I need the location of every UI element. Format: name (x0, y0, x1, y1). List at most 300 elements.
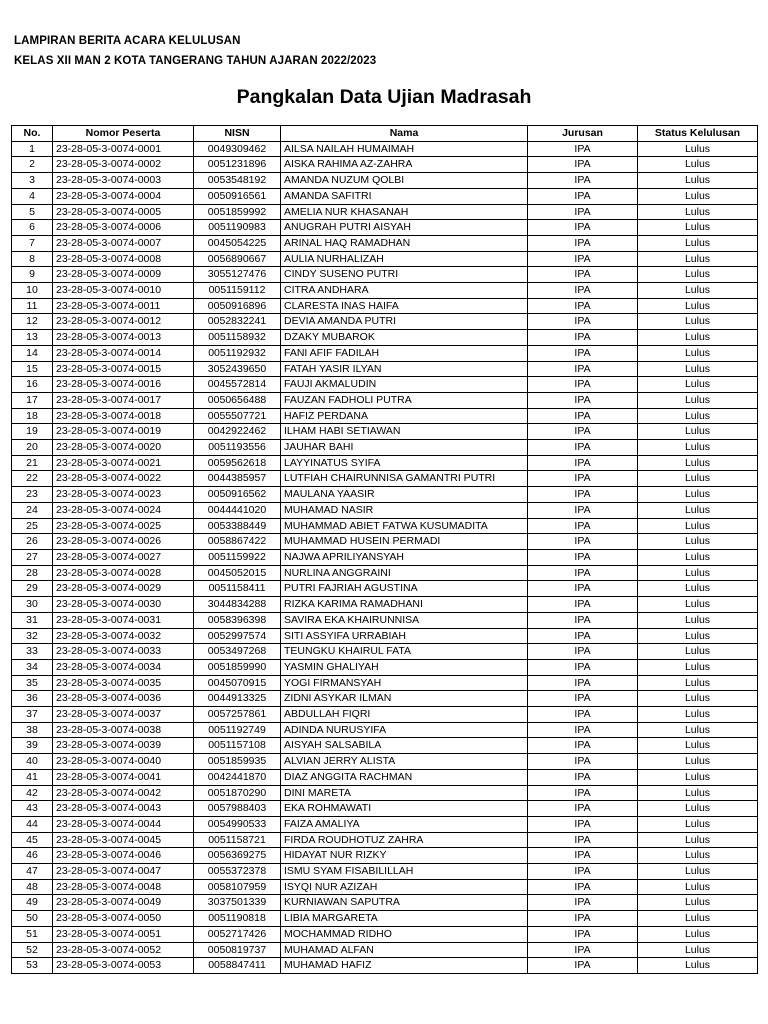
row-number: 20 (12, 440, 53, 456)
nomor-peserta-cell: 23-28-05-3-0074-0015 (53, 361, 194, 377)
table-row (12, 330, 758, 346)
nama-cell: FAIZA AMALIYA (281, 816, 528, 832)
row-number: 49 (12, 895, 53, 911)
nama-cell: CITRA ANDHARA (281, 283, 528, 299)
nama-cell: AISYAH SALSABILA (281, 738, 528, 754)
nama-cell: DIAZ ANGGITA RACHMAN (281, 769, 528, 785)
nisn-cell: 0045572814 (194, 377, 281, 393)
jurusan-cell: IPA (528, 408, 638, 424)
table-row (12, 440, 758, 456)
row-number: 39 (12, 738, 53, 754)
table-row (12, 612, 758, 628)
nama-cell: MOCHAMMAD RIDHO (281, 926, 528, 942)
table-row (12, 565, 758, 581)
row-number: 11 (12, 298, 53, 314)
table-row (12, 502, 758, 518)
row-number: 19 (12, 424, 53, 440)
status-cell: Lulus (638, 141, 758, 157)
nama-cell: NURLINA ANGGRAINI (281, 565, 528, 581)
nisn-cell: 0052832241 (194, 314, 281, 330)
nomor-peserta-cell: 23-28-05-3-0074-0012 (53, 314, 194, 330)
status-cell: Lulus (638, 895, 758, 911)
status-cell: Lulus (638, 157, 758, 173)
table-row (12, 204, 758, 220)
nomor-peserta-cell: 23-28-05-3-0074-0014 (53, 345, 194, 361)
nisn-cell: 0053497268 (194, 644, 281, 660)
status-cell: Lulus (638, 235, 758, 251)
nama-cell: LIBIA MARGARETA (281, 911, 528, 927)
status-cell: Lulus (638, 455, 758, 471)
row-number: 46 (12, 848, 53, 864)
status-cell: Lulus (638, 565, 758, 581)
row-number: 16 (12, 377, 53, 393)
row-number: 48 (12, 879, 53, 895)
table-row (12, 345, 758, 361)
status-cell: Lulus (638, 691, 758, 707)
status-cell: Lulus (638, 769, 758, 785)
status-cell: Lulus (638, 754, 758, 770)
nomor-peserta-cell: 23-28-05-3-0074-0030 (53, 597, 194, 613)
row-number: 15 (12, 361, 53, 377)
table-row (12, 424, 758, 440)
jurusan-cell: IPA (528, 424, 638, 440)
row-number: 13 (12, 330, 53, 346)
nisn-cell: 0050916896 (194, 298, 281, 314)
status-cell: Lulus (638, 471, 758, 487)
row-number: 14 (12, 345, 53, 361)
nomor-peserta-cell: 23-28-05-3-0074-0016 (53, 377, 194, 393)
table-row (12, 251, 758, 267)
nomor-peserta-cell: 23-28-05-3-0074-0022 (53, 471, 194, 487)
jurusan-cell: IPA (528, 722, 638, 738)
nisn-cell: 0052997574 (194, 628, 281, 644)
table-body (12, 141, 758, 973)
status-cell: Lulus (638, 722, 758, 738)
jurusan-cell: IPA (528, 675, 638, 691)
nomor-peserta-cell: 23-28-05-3-0074-0017 (53, 392, 194, 408)
status-cell: Lulus (638, 942, 758, 958)
row-number: 9 (12, 267, 53, 283)
table-row (12, 455, 758, 471)
jurusan-cell: IPA (528, 518, 638, 534)
nama-cell: AMELIA NUR KHASANAH (281, 204, 528, 220)
nisn-cell: 0055372378 (194, 864, 281, 880)
nisn-cell: 0056369275 (194, 848, 281, 864)
nomor-peserta-cell: 23-28-05-3-0074-0027 (53, 549, 194, 565)
nama-cell: ZIDNI ASYKAR ILMAN (281, 691, 528, 707)
row-number: 43 (12, 801, 53, 817)
nomor-peserta-cell: 23-28-05-3-0074-0019 (53, 424, 194, 440)
row-number: 17 (12, 392, 53, 408)
status-cell: Lulus (638, 188, 758, 204)
table-row (12, 235, 758, 251)
nama-cell: NAJWA APRILIYANSYAH (281, 549, 528, 565)
table-row (12, 173, 758, 189)
status-cell: Lulus (638, 848, 758, 864)
header-line-2: KELAS XII MAN 2 KOTA TANGERANG TAHUN AJARAN 2022/2023 (14, 55, 377, 67)
nama-cell: ALVIAN JERRY ALISTA (281, 754, 528, 770)
table-row (12, 691, 758, 707)
nisn-cell: 3037501339 (194, 895, 281, 911)
row-number: 22 (12, 471, 53, 487)
jurusan-cell: IPA (528, 879, 638, 895)
status-cell: Lulus (638, 879, 758, 895)
jurusan-cell: IPA (528, 188, 638, 204)
row-number: 53 (12, 958, 53, 974)
jurusan-cell: IPA (528, 895, 638, 911)
row-number: 18 (12, 408, 53, 424)
jurusan-cell: IPA (528, 864, 638, 880)
row-number: 36 (12, 691, 53, 707)
nisn-cell: 0051190983 (194, 220, 281, 236)
jurusan-cell: IPA (528, 471, 638, 487)
nomor-peserta-cell: 23-28-05-3-0074-0046 (53, 848, 194, 864)
nama-cell: CINDY SUSENO PUTRI (281, 267, 528, 283)
status-cell: Lulus (638, 204, 758, 220)
nomor-peserta-cell: 23-28-05-3-0074-0001 (53, 141, 194, 157)
jurusan-cell: IPA (528, 565, 638, 581)
status-cell: Lulus (638, 534, 758, 550)
nama-cell: YASMIN GHALIYAH (281, 659, 528, 675)
nomor-peserta-cell: 23-28-05-3-0074-0005 (53, 204, 194, 220)
nama-cell: FAUJI AKMALUDIN (281, 377, 528, 393)
jurusan-cell: IPA (528, 801, 638, 817)
row-number: 21 (12, 455, 53, 471)
column-header-status: Status Kelulusan (638, 126, 758, 142)
nomor-peserta-cell: 23-28-05-3-0074-0032 (53, 628, 194, 644)
nomor-peserta-cell: 23-28-05-3-0074-0034 (53, 659, 194, 675)
row-number: 6 (12, 220, 53, 236)
nama-cell: SITI ASSYIFA URRABIAH (281, 628, 528, 644)
table-row (12, 644, 758, 660)
nomor-peserta-cell: 23-28-05-3-0074-0029 (53, 581, 194, 597)
nama-cell: AMANDA NUZUM QOLBI (281, 173, 528, 189)
column-header-nisn: NISN (194, 126, 281, 142)
row-number: 27 (12, 549, 53, 565)
status-cell: Lulus (638, 361, 758, 377)
row-number: 35 (12, 675, 53, 691)
row-number: 23 (12, 487, 53, 503)
nomor-peserta-cell: 23-28-05-3-0074-0026 (53, 534, 194, 550)
jurusan-cell: IPA (528, 926, 638, 942)
table-row (12, 597, 758, 613)
row-number: 5 (12, 204, 53, 220)
status-cell: Lulus (638, 502, 758, 518)
nisn-cell: 0051192749 (194, 722, 281, 738)
nomor-peserta-cell: 23-28-05-3-0074-0042 (53, 785, 194, 801)
table-header-row (12, 126, 758, 142)
row-number: 3 (12, 173, 53, 189)
nama-cell: ABDULLAH FIQRI (281, 707, 528, 723)
nomor-peserta-cell: 23-28-05-3-0074-0038 (53, 722, 194, 738)
status-cell: Lulus (638, 377, 758, 393)
nama-cell: FIRDA ROUDHOTUZ ZAHRA (281, 832, 528, 848)
table-row (12, 518, 758, 534)
table-row (12, 283, 758, 299)
row-number: 26 (12, 534, 53, 550)
nomor-peserta-cell: 23-28-05-3-0074-0051 (53, 926, 194, 942)
table-row (12, 879, 758, 895)
page-title: Pangkalan Data Ujian Madrasah (236, 86, 532, 108)
jurusan-cell: IPA (528, 534, 638, 550)
row-number: 4 (12, 188, 53, 204)
row-number: 10 (12, 283, 53, 299)
nomor-peserta-cell: 23-28-05-3-0074-0043 (53, 801, 194, 817)
row-number: 40 (12, 754, 53, 770)
table-row (12, 848, 758, 864)
nisn-cell: 0051158721 (194, 832, 281, 848)
jurusan-cell: IPA (528, 911, 638, 927)
status-cell: Lulus (638, 597, 758, 613)
status-cell: Lulus (638, 832, 758, 848)
nisn-cell: 0051231896 (194, 157, 281, 173)
status-cell: Lulus (638, 801, 758, 817)
status-cell: Lulus (638, 612, 758, 628)
table-row (12, 267, 758, 283)
nomor-peserta-cell: 23-28-05-3-0074-0033 (53, 644, 194, 660)
row-number: 28 (12, 565, 53, 581)
nama-cell: ARINAL HAQ RAMADHAN (281, 235, 528, 251)
nisn-cell: 0051870290 (194, 785, 281, 801)
row-number: 52 (12, 942, 53, 958)
nomor-peserta-cell: 23-28-05-3-0074-0045 (53, 832, 194, 848)
nisn-cell: 3055127476 (194, 267, 281, 283)
table-row (12, 298, 758, 314)
table-row (12, 157, 758, 173)
table-row (12, 801, 758, 817)
status-cell: Lulus (638, 518, 758, 534)
status-cell: Lulus (638, 659, 758, 675)
jurusan-cell: IPA (528, 659, 638, 675)
nama-cell: MUHAMMAD HUSEIN PERMADI (281, 534, 528, 550)
nama-cell: FATAH YASIR ILYAN (281, 361, 528, 377)
nomor-peserta-cell: 23-28-05-3-0074-0007 (53, 235, 194, 251)
row-number: 7 (12, 235, 53, 251)
nisn-cell: 0051158932 (194, 330, 281, 346)
jurusan-cell: IPA (528, 314, 638, 330)
nomor-peserta-cell: 23-28-05-3-0074-0009 (53, 267, 194, 283)
table-row (12, 816, 758, 832)
row-number: 44 (12, 816, 53, 832)
nomor-peserta-cell: 23-28-05-3-0074-0013 (53, 330, 194, 346)
jurusan-cell: IPA (528, 769, 638, 785)
nisn-cell: 0058867422 (194, 534, 281, 550)
jurusan-cell: IPA (528, 785, 638, 801)
nisn-cell: 0051193556 (194, 440, 281, 456)
nomor-peserta-cell: 23-28-05-3-0074-0035 (53, 675, 194, 691)
nama-cell: ISMU SYAM FISABILILLAH (281, 864, 528, 880)
row-number: 1 (12, 141, 53, 157)
row-number: 29 (12, 581, 53, 597)
jurusan-cell: IPA (528, 377, 638, 393)
table-row (12, 754, 758, 770)
row-number: 50 (12, 911, 53, 927)
nisn-cell: 0045054225 (194, 235, 281, 251)
nisn-cell: 0044385957 (194, 471, 281, 487)
jurusan-cell: IPA (528, 220, 638, 236)
nisn-cell: 0045070915 (194, 675, 281, 691)
nisn-cell: 0051158411 (194, 581, 281, 597)
nama-cell: MUHAMAD NASIR (281, 502, 528, 518)
nama-cell: LAYYINATUS SYIFA (281, 455, 528, 471)
row-number: 8 (12, 251, 53, 267)
table-row (12, 832, 758, 848)
status-cell: Lulus (638, 487, 758, 503)
table-row (12, 141, 758, 157)
row-number: 31 (12, 612, 53, 628)
table-row (12, 895, 758, 911)
jurusan-cell: IPA (528, 581, 638, 597)
nomor-peserta-cell: 23-28-05-3-0074-0004 (53, 188, 194, 204)
nama-cell: MUHAMAD HAFIZ (281, 958, 528, 974)
nomor-peserta-cell: 23-28-05-3-0074-0049 (53, 895, 194, 911)
nama-cell: JAUHAR BAHI (281, 440, 528, 456)
status-cell: Lulus (638, 628, 758, 644)
nomor-peserta-cell: 23-28-05-3-0074-0036 (53, 691, 194, 707)
table-row (12, 487, 758, 503)
graduation-table (11, 125, 758, 974)
nomor-peserta-cell: 23-28-05-3-0074-0021 (53, 455, 194, 471)
nisn-cell: 0042922462 (194, 424, 281, 440)
nisn-cell: 0050819737 (194, 942, 281, 958)
nama-cell: HIDAYAT NUR RIZKY (281, 848, 528, 864)
header-line-1: LAMPIRAN BERITA ACARA KELULUSAN (14, 35, 241, 47)
nisn-cell: 0044913325 (194, 691, 281, 707)
row-number: 33 (12, 644, 53, 660)
row-number: 41 (12, 769, 53, 785)
status-cell: Lulus (638, 644, 758, 660)
jurusan-cell: IPA (528, 345, 638, 361)
status-cell: Lulus (638, 283, 758, 299)
table-row (12, 361, 758, 377)
nisn-cell: 0053388449 (194, 518, 281, 534)
jurusan-cell: IPA (528, 942, 638, 958)
nama-cell: CLARESTA INAS HAIFA (281, 298, 528, 314)
row-number: 34 (12, 659, 53, 675)
row-number: 12 (12, 314, 53, 330)
nama-cell: DZAKY MUBAROK (281, 330, 528, 346)
nomor-peserta-cell: 23-28-05-3-0074-0025 (53, 518, 194, 534)
nomor-peserta-cell: 23-28-05-3-0074-0031 (53, 612, 194, 628)
jurusan-cell: IPA (528, 298, 638, 314)
nisn-cell: 0053548192 (194, 173, 281, 189)
table-row (12, 471, 758, 487)
table-row (12, 926, 758, 942)
status-cell: Lulus (638, 926, 758, 942)
jurusan-cell: IPA (528, 691, 638, 707)
jurusan-cell: IPA (528, 204, 638, 220)
status-cell: Lulus (638, 816, 758, 832)
column-header-nama: Nama (281, 126, 528, 142)
jurusan-cell: IPA (528, 628, 638, 644)
column-header-nomor-peserta: Nomor Peserta (53, 126, 194, 142)
nomor-peserta-cell: 23-28-05-3-0074-0028 (53, 565, 194, 581)
nama-cell: KURNIAWAN SAPUTRA (281, 895, 528, 911)
nama-cell: ADINDA NURUSYIFA (281, 722, 528, 738)
nomor-peserta-cell: 23-28-05-3-0074-0018 (53, 408, 194, 424)
jurusan-cell: IPA (528, 958, 638, 974)
nisn-cell: 0051159922 (194, 549, 281, 565)
nisn-cell: 0057988403 (194, 801, 281, 817)
row-number: 25 (12, 518, 53, 534)
jurusan-cell: IPA (528, 502, 638, 518)
status-cell: Lulus (638, 911, 758, 927)
table-row (12, 314, 758, 330)
column-header-jurusan: Jurusan (528, 126, 638, 142)
column-header-no: No. (12, 126, 53, 142)
table-row (12, 392, 758, 408)
row-number: 47 (12, 864, 53, 880)
nama-cell: RIZKA KARIMA RAMADHANI (281, 597, 528, 613)
jurusan-cell: IPA (528, 157, 638, 173)
nama-cell: ILHAM HABI SETIAWAN (281, 424, 528, 440)
nisn-cell: 0050656488 (194, 392, 281, 408)
table-row (12, 722, 758, 738)
jurusan-cell: IPA (528, 455, 638, 471)
jurusan-cell: IPA (528, 173, 638, 189)
status-cell: Lulus (638, 675, 758, 691)
nomor-peserta-cell: 23-28-05-3-0074-0003 (53, 173, 194, 189)
row-number: 38 (12, 722, 53, 738)
nama-cell: DEVIA AMANDA PUTRI (281, 314, 528, 330)
nama-cell: AULIA NURHALIZAH (281, 251, 528, 267)
jurusan-cell: IPA (528, 267, 638, 283)
nisn-cell: 0049309462 (194, 141, 281, 157)
jurusan-cell: IPA (528, 330, 638, 346)
status-cell: Lulus (638, 785, 758, 801)
jurusan-cell: IPA (528, 816, 638, 832)
nomor-peserta-cell: 23-28-05-3-0074-0023 (53, 487, 194, 503)
status-cell: Lulus (638, 330, 758, 346)
nisn-cell: 0058396398 (194, 612, 281, 628)
nama-cell: LUTFIAH CHAIRUNNISA GAMANTRI PUTRI (281, 471, 528, 487)
nomor-peserta-cell: 23-28-05-3-0074-0002 (53, 157, 194, 173)
table-row (12, 220, 758, 236)
row-number: 24 (12, 502, 53, 518)
nama-cell: FAUZAN FADHOLI PUTRA (281, 392, 528, 408)
nama-cell: PUTRI FAJRIAH AGUSTINA (281, 581, 528, 597)
status-cell: Lulus (638, 314, 758, 330)
status-cell: Lulus (638, 267, 758, 283)
status-cell: Lulus (638, 738, 758, 754)
row-number: 45 (12, 832, 53, 848)
status-cell: Lulus (638, 424, 758, 440)
nisn-cell: 0045052015 (194, 565, 281, 581)
jurusan-cell: IPA (528, 707, 638, 723)
nama-cell: MUHAMAD ALFAN (281, 942, 528, 958)
nisn-cell: 0050916562 (194, 487, 281, 503)
row-number: 51 (12, 926, 53, 942)
nomor-peserta-cell: 23-28-05-3-0074-0020 (53, 440, 194, 456)
nomor-peserta-cell: 23-28-05-3-0074-0048 (53, 879, 194, 895)
nama-cell: ISYQI NUR AZIZAH (281, 879, 528, 895)
nisn-cell: 0056890667 (194, 251, 281, 267)
status-cell: Lulus (638, 707, 758, 723)
table-row (12, 785, 758, 801)
status-cell: Lulus (638, 298, 758, 314)
jurusan-cell: IPA (528, 612, 638, 628)
jurusan-cell: IPA (528, 848, 638, 864)
row-number: 32 (12, 628, 53, 644)
jurusan-cell: IPA (528, 738, 638, 754)
jurusan-cell: IPA (528, 283, 638, 299)
status-cell: Lulus (638, 864, 758, 880)
nisn-cell: 0044441020 (194, 502, 281, 518)
table-row (12, 659, 758, 675)
nisn-cell: 0052717426 (194, 926, 281, 942)
nisn-cell: 0059562618 (194, 455, 281, 471)
status-cell: Lulus (638, 251, 758, 267)
